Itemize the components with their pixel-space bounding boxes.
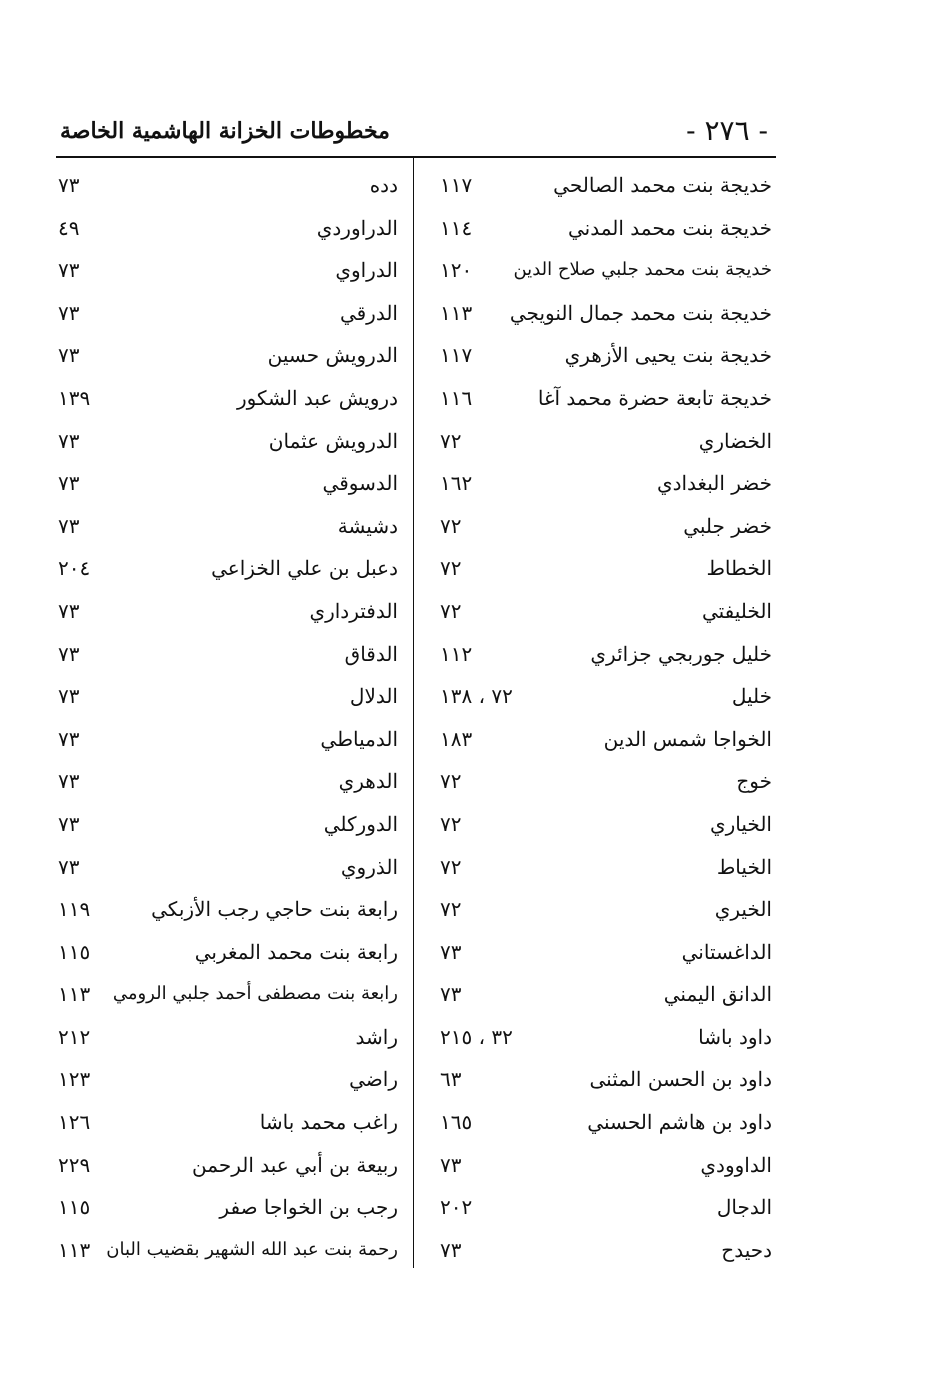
index-entry bbox=[58, 547, 398, 590]
index-entry bbox=[430, 718, 772, 761]
entry-pages: ٧٢ bbox=[440, 556, 462, 581]
index-entry bbox=[430, 377, 772, 420]
index-entry bbox=[58, 377, 398, 420]
entry-pages: ٣٢ ، ٢١٥ bbox=[440, 1024, 513, 1049]
entry-pages: ٧٣ bbox=[58, 726, 80, 751]
entry-pages: ٧٢ bbox=[440, 897, 462, 922]
entry-pages: ١١٤ bbox=[440, 215, 473, 240]
entry-name: دعبل بن علي الخزاعي bbox=[211, 556, 398, 581]
index-entry bbox=[430, 931, 772, 974]
entry-name: خليل جوربجي جزائري bbox=[590, 641, 772, 666]
index-entry bbox=[430, 420, 772, 463]
entry-pages: ٧٣ bbox=[440, 939, 462, 964]
entry-name: خديجة بنت محمد جلبي صلاح الدين bbox=[513, 259, 772, 281]
index-entry bbox=[58, 207, 398, 250]
entry-pages: ٢١٢ bbox=[58, 1024, 91, 1049]
index-entry bbox=[430, 1101, 772, 1144]
index-entry bbox=[430, 1229, 772, 1272]
index-entry bbox=[430, 760, 772, 803]
entry-name: الدفترداري bbox=[309, 598, 398, 623]
entry-pages: ٧٢ bbox=[440, 428, 462, 453]
entry-name: الدراوردي bbox=[316, 215, 398, 240]
entry-name: خديجة بنت محمد الصالحي bbox=[553, 173, 772, 197]
entry-pages: ١١٣ bbox=[58, 982, 91, 1007]
entry-name: خديجة تابعة حضرة محمد آغا bbox=[537, 385, 772, 410]
entry-name: الدجال bbox=[716, 1195, 772, 1220]
index-entry bbox=[58, 675, 398, 718]
index-entry bbox=[430, 973, 772, 1016]
entry-pages: ٧٣ bbox=[58, 300, 80, 325]
entry-pages: ١٨٣ bbox=[440, 726, 473, 751]
entry-name: الدمياطي bbox=[320, 726, 398, 751]
index-entry bbox=[430, 505, 772, 548]
entry-name: الداغستاني bbox=[681, 939, 772, 964]
entry-name: الخواجا شمس الدين bbox=[603, 726, 772, 751]
entry-pages: ٢٠٢ bbox=[440, 1195, 473, 1220]
entry-name: خديجة بنت محمد المدني bbox=[567, 215, 772, 240]
entry-name: خضر جلبي bbox=[683, 513, 772, 538]
index-entry bbox=[58, 931, 398, 974]
entry-name: خوج bbox=[736, 769, 772, 794]
entry-name: خديجة بنت يحيى الأزهري bbox=[564, 343, 772, 368]
entry-pages: ٢٠٤ bbox=[58, 556, 91, 581]
entry-name: الخياط bbox=[716, 854, 772, 879]
index-entry bbox=[430, 1016, 772, 1059]
entry-name: الدرويش عثمان bbox=[268, 428, 398, 453]
entry-pages: ١١٦ bbox=[440, 385, 473, 410]
index-entry bbox=[430, 164, 772, 207]
index-entry bbox=[58, 1229, 398, 1272]
entry-pages: ٧٣ bbox=[58, 769, 80, 794]
entry-pages: ٧٢ bbox=[440, 811, 462, 836]
entry-pages: ١١٢ bbox=[440, 641, 473, 666]
entry-name: الدوركلي bbox=[323, 811, 398, 836]
index-column-left bbox=[58, 164, 398, 1271]
entry-pages: ١١٥ bbox=[58, 939, 91, 964]
entry-name: راغب محمد باشا bbox=[259, 1110, 398, 1135]
entry-name: الدرويش حسين bbox=[267, 343, 398, 368]
entry-pages: ٦٣ bbox=[440, 1067, 462, 1092]
entry-name: داود بن هاشم الحسني bbox=[587, 1110, 772, 1135]
entry-name: الدقاق bbox=[344, 641, 398, 666]
index-entry bbox=[430, 803, 772, 846]
entry-pages: ٧٣ bbox=[58, 598, 80, 623]
entry-name: خليل bbox=[731, 684, 772, 709]
entry-pages: ١٢٦ bbox=[58, 1110, 91, 1135]
entry-name: رحمة بنت عبد الله الشهير بقضيب البان bbox=[106, 1238, 398, 1260]
entry-name: الدهري bbox=[338, 769, 398, 794]
index-entry bbox=[58, 164, 398, 207]
entry-pages: ٧٣ bbox=[58, 854, 80, 879]
entry-pages: ٢٢٩ bbox=[58, 1152, 91, 1177]
entry-pages: ١٦٥ bbox=[440, 1110, 473, 1135]
index-entry bbox=[430, 207, 772, 250]
entry-pages: ٧٢ bbox=[440, 854, 462, 879]
running-title: مخطوطات الخزانة الهاشمية الخاصة bbox=[60, 118, 390, 144]
index-entry bbox=[430, 888, 772, 931]
index-entry bbox=[430, 846, 772, 889]
entry-name: راضي bbox=[349, 1067, 398, 1092]
index-entry bbox=[430, 292, 772, 335]
index-entry bbox=[58, 1058, 398, 1101]
page-number: - ٢٧٦ - bbox=[686, 114, 768, 147]
index-entry bbox=[58, 249, 398, 292]
entry-pages: ١١٩ bbox=[58, 897, 91, 922]
header-rule bbox=[56, 156, 776, 158]
index-entry bbox=[58, 1144, 398, 1187]
entry-name: الدرقي bbox=[339, 300, 398, 325]
page-header bbox=[56, 112, 776, 158]
index-entry bbox=[430, 1144, 772, 1187]
entry-pages: ١١٧ bbox=[440, 173, 473, 197]
index-entry bbox=[430, 249, 772, 292]
entry-name: الدسوقي bbox=[322, 471, 398, 496]
entry-name: رابعة بنت محمد المغربي bbox=[194, 939, 398, 964]
index-entry bbox=[430, 633, 772, 676]
entry-name: الخياري bbox=[709, 811, 772, 836]
entry-pages: ١٢٠ bbox=[440, 258, 473, 283]
entry-pages: ٧٣ bbox=[58, 471, 80, 496]
entry-pages: ٧٣ bbox=[58, 641, 80, 666]
entry-pages: ١١٧ bbox=[440, 343, 473, 368]
index-entry bbox=[58, 590, 398, 633]
index-entry bbox=[430, 590, 772, 633]
entry-pages: ٧٢ ، ١٣٨ bbox=[440, 684, 513, 709]
entry-name: دحيدح bbox=[721, 1237, 772, 1262]
entry-pages: ٧٢ bbox=[440, 513, 462, 538]
index-entry bbox=[430, 1186, 772, 1229]
index-entry bbox=[58, 1186, 398, 1229]
index-entry bbox=[58, 1101, 398, 1144]
index-entry bbox=[58, 633, 398, 676]
entry-pages: ٧٣ bbox=[58, 513, 80, 538]
entry-name: دده bbox=[369, 173, 398, 197]
index-entry bbox=[58, 292, 398, 335]
entry-pages: ٧٣ bbox=[440, 982, 462, 1007]
entry-name: داود بن الحسن المثنى bbox=[589, 1067, 772, 1092]
entry-name: ربيعة بن أبي عبد الرحمن bbox=[192, 1152, 398, 1177]
index-entry bbox=[58, 888, 398, 931]
entry-pages: ٧٣ bbox=[58, 428, 80, 453]
entry-pages: ٧٣ bbox=[58, 811, 80, 836]
entry-name: الخطاط bbox=[706, 556, 772, 581]
entry-name: خضر البغدادي bbox=[656, 471, 772, 496]
index-entry bbox=[58, 718, 398, 761]
index-entry bbox=[58, 334, 398, 377]
entry-pages: ١١٣ bbox=[58, 1237, 91, 1262]
entry-pages: ٧٣ bbox=[58, 343, 80, 368]
entry-name: الدانق اليمني bbox=[663, 982, 772, 1007]
index-entry bbox=[58, 760, 398, 803]
entry-name: رابعة بنت مصطفى أحمد جلبي الرومي bbox=[112, 983, 398, 1005]
entry-pages: ٤٩ bbox=[58, 215, 80, 240]
entry-pages: ٧٣ bbox=[58, 173, 80, 197]
entry-name: خديجة بنت محمد جمال النويجي bbox=[509, 300, 772, 325]
index-entry bbox=[430, 462, 772, 505]
entry-name: رجب بن الخواجا صفر bbox=[219, 1195, 398, 1220]
entry-name: الدلال bbox=[349, 684, 398, 709]
index-entry bbox=[58, 846, 398, 889]
entry-pages: ٧٣ bbox=[440, 1237, 462, 1262]
entry-pages: ١١٥ bbox=[58, 1195, 91, 1220]
entry-name: درويش عبد الشكور bbox=[237, 385, 398, 410]
entry-name: دشيشة bbox=[337, 513, 398, 538]
index-column-right bbox=[430, 164, 772, 1271]
entry-name: رابعة بنت حاجي رجب الأزبكي bbox=[151, 897, 398, 922]
index-entry bbox=[58, 1016, 398, 1059]
entry-pages: ١١٣ bbox=[440, 300, 473, 325]
entry-pages: ١٦٢ bbox=[440, 471, 473, 496]
column-divider bbox=[413, 158, 414, 1268]
index-entry bbox=[58, 973, 398, 1016]
entry-name: الدراوي bbox=[335, 258, 398, 283]
index-entry bbox=[430, 547, 772, 590]
entry-name: الخليفتي bbox=[701, 598, 772, 623]
entry-pages: ١٣٩ bbox=[58, 385, 91, 410]
index-entry bbox=[58, 505, 398, 548]
index-entry bbox=[58, 420, 398, 463]
entry-name: راشد bbox=[355, 1024, 398, 1049]
index-entry bbox=[430, 334, 772, 377]
entry-pages: ٧٢ bbox=[440, 598, 462, 623]
index-entry bbox=[430, 1058, 772, 1101]
entry-pages: ٧٣ bbox=[58, 258, 80, 283]
entry-name: الخيري bbox=[714, 897, 772, 922]
entry-name: الداوودي bbox=[700, 1152, 772, 1177]
entry-pages: ٧٣ bbox=[58, 684, 80, 709]
entry-name: داود باشا bbox=[698, 1024, 772, 1049]
index-entry bbox=[58, 803, 398, 846]
entry-pages: ٧٣ bbox=[440, 1152, 462, 1177]
index-entry bbox=[430, 675, 772, 718]
entry-name: الخضاري bbox=[698, 428, 772, 453]
entry-name: الذروي bbox=[340, 854, 398, 879]
entry-pages: ٧٢ bbox=[440, 769, 462, 794]
index-entry bbox=[58, 462, 398, 505]
entry-pages: ١٢٣ bbox=[58, 1067, 91, 1092]
